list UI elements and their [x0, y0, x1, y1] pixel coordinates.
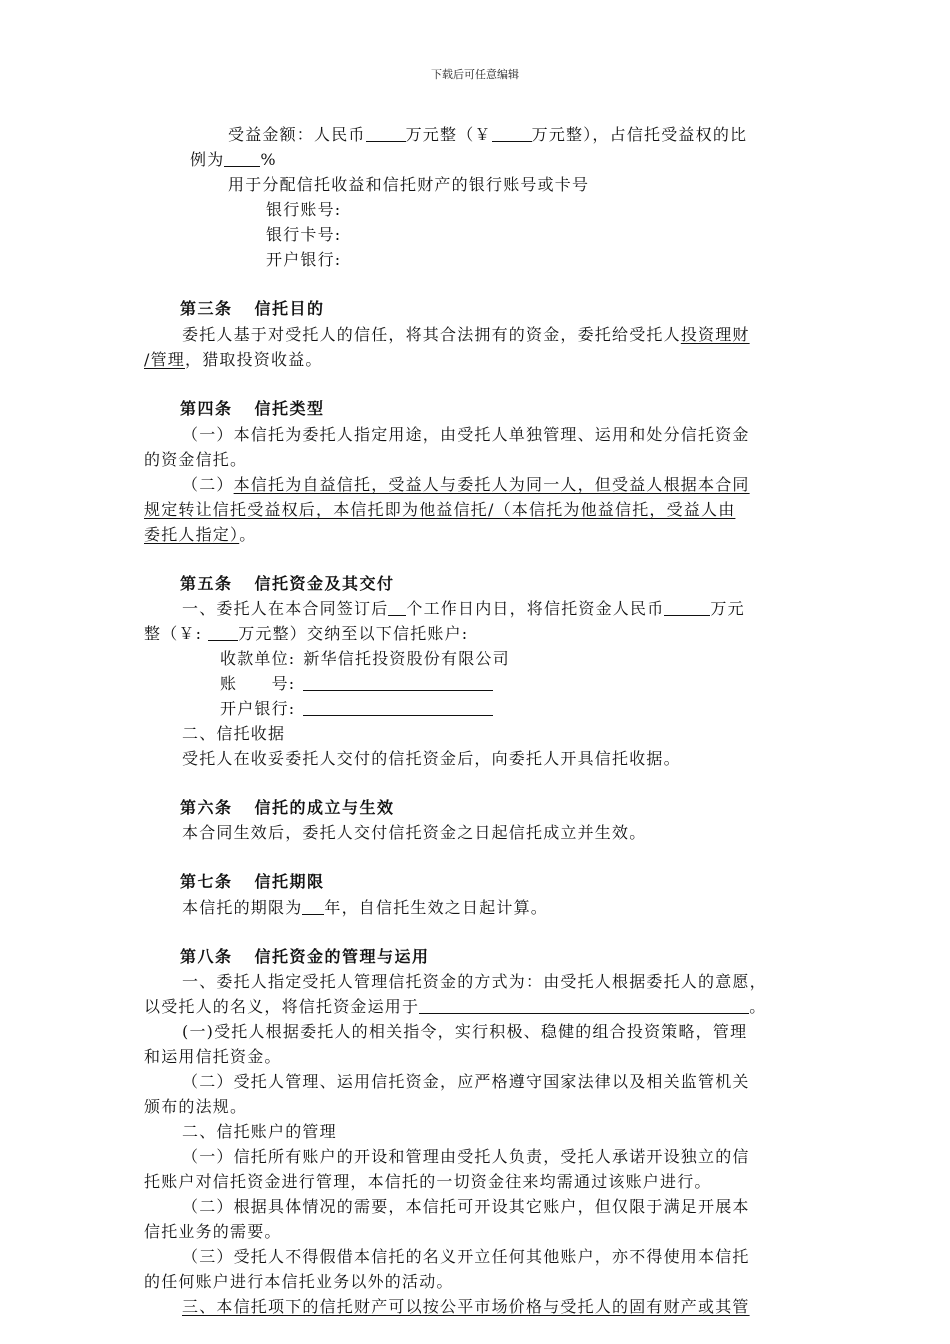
article-8-name: 信托资金的管理与运用: [254, 947, 430, 966]
article-7-heading: [180, 872, 325, 892]
opening-bank-line: [220, 699, 493, 719]
article-4-line-1: （一）本信托为委托人指定用途，由受托人单独管理、运用和处分信托资金: [182, 425, 750, 444]
article-6-name: 信托的成立与生效: [254, 798, 395, 817]
article-8-line-1: 一、委托人指定受托人管理信托资金的方式为：由受托人根据委托人的意愿，: [182, 972, 767, 991]
bank-card-label: 银行卡号:: [266, 225, 342, 244]
article-8-line-5: （二）受托人管理、运用信托资金，应严格遵守国家法律以及相关监管机关: [182, 1072, 750, 1091]
article-5-text: 一、委托人在本合同签订后: [182, 599, 389, 618]
article-8-line-11: 信托业务的需要。: [144, 1222, 282, 1241]
article-8-line-10: （二）根据具体情况的需要，本信托可开设其它账户，但仅限于满足开展本: [182, 1197, 750, 1216]
article-6-line-1: 本合同生效后，委托人交付信托资金之日起信托成立并生效。: [182, 823, 647, 842]
article-3-text-2: ，猎取投资收益。: [185, 350, 323, 369]
opening-bank-blank[interactable]: [303, 699, 493, 716]
article-8-line-2: [144, 997, 766, 1017]
article-3-underlined: 投资理财: [680, 325, 750, 344]
article-8-line-12: （三）受托人不得假借本信托的名义开立任何其他账户，亦不得使用本信托: [182, 1247, 750, 1266]
article-8-line-4: 和运用信托资金。: [144, 1047, 282, 1066]
article-8-line-9: 托账户对信托资金进行管理，本信托的一切资金往来均需通过该账户进行。: [144, 1172, 712, 1191]
article-7-name: 信托期限: [254, 872, 325, 891]
bank-name-label: 开户银行:: [266, 250, 342, 269]
article-8-line-6: 颁布的法规。: [144, 1097, 248, 1116]
article-4-number: 第四条: [180, 399, 233, 418]
amount-text-2: 万元整），占信托受益权的比: [531, 125, 748, 144]
article-3-heading: [180, 299, 325, 319]
article-8-heading: [180, 947, 430, 967]
account-line: [220, 674, 493, 694]
bank-intro: 用于分配信托收益和信托财产的银行账号或卡号: [228, 175, 590, 194]
ratio-line: [190, 150, 277, 170]
trust-amount-blank[interactable]: [664, 599, 710, 616]
article-5-line-7: 受托人在收妥委托人交付的信托资金后，向委托人开具信托收据。: [182, 749, 681, 768]
article-8-line-8: （一）信托所有账户的开设和管理由受托人负责，受托人承诺开设独立的信: [182, 1147, 750, 1166]
amount-blank[interactable]: [366, 125, 406, 142]
article-7-line-1: [182, 898, 548, 918]
article-5-text-3: 万元: [710, 599, 745, 618]
article-7-text: 本信托的期限为: [182, 898, 303, 917]
article-8-line-13: 的任何账户进行本信托业务以外的活动。: [144, 1272, 454, 1291]
amount-line: [228, 125, 747, 145]
article-8-line-7: 二、信托账户的管理: [182, 1122, 337, 1141]
trust-yen-blank[interactable]: [208, 624, 238, 641]
article-5-text-4: 万元整）交纳至以下信托账户:: [238, 624, 469, 643]
article-7-text-2: 年，自信托生效之日起计算。: [324, 898, 549, 917]
ratio-percent: %: [260, 150, 277, 169]
article-4-underlined-end: 委托人指定）: [144, 525, 240, 544]
account-blank[interactable]: [303, 674, 493, 691]
article-8-period: 。: [749, 997, 767, 1016]
workdays-blank[interactable]: [388, 599, 406, 616]
article-5-text-2: 个工作日内日，将信托资金人民币: [406, 599, 665, 618]
article-6-number: 第六条: [180, 798, 233, 817]
article-8-line-3: (一)受托人根据委托人的相关指令，实行积极、稳健的组合投资策略，管理: [182, 1022, 748, 1041]
opening-bank-label: 开户银行:: [220, 699, 296, 718]
article-5-heading: [180, 574, 395, 594]
article-8-number: 第八条: [180, 947, 233, 966]
article-4-item-2: （二）: [182, 475, 234, 494]
bank-account-label: 银行账号:: [266, 200, 342, 219]
ratio-blank[interactable]: [224, 150, 260, 167]
article-3-line-1: [182, 325, 750, 345]
article-5-line-2: [144, 624, 468, 644]
article-4-underlined: 本信托为自益信托，受益人与委托人为同一人，但受益人根据本合同: [233, 475, 750, 494]
article-3-line-2: [144, 350, 323, 370]
article-5-line-6: 二、信托收据: [182, 724, 286, 743]
usage-blank[interactable]: [419, 997, 749, 1014]
article-6-heading: [180, 798, 395, 818]
article-4-name: 信托类型: [254, 399, 325, 418]
page-header: 下载后可任意编辑: [431, 68, 519, 81]
article-5-yen: 整（￥:: [144, 624, 203, 643]
amount-text: 万元整（￥: [405, 125, 492, 144]
article-3-name: 信托目的: [254, 299, 325, 318]
article-8-line-14: 三、本信托项下的信托财产可以按公平市场价格与受托人的固有财产或其管: [182, 1297, 750, 1316]
payee-label: 收款单位:: [220, 649, 296, 668]
article-3-text: 委托人基于对受托人的信任，将其合法拥有的资金，委托给受托人: [182, 325, 681, 344]
amount-yen-blank[interactable]: [492, 125, 532, 142]
article-3-number: 第三条: [180, 299, 233, 318]
article-4-period: 。: [239, 525, 257, 544]
amount-label: 受益金额：人民币: [228, 125, 366, 144]
article-4-line-2: 的资金信托。: [144, 450, 248, 469]
payee-line: [220, 649, 510, 669]
article-4-line-4: 规定转让信托受益权后，本信托即为他益信托/（本信托为他益信托，受益人由: [144, 500, 736, 519]
article-8-text: 以受托人的名义，将信托资金运用于: [144, 997, 420, 1016]
account-label: 账 号:: [220, 674, 296, 693]
term-years-blank[interactable]: [302, 898, 324, 915]
article-4-line-5: [144, 525, 256, 545]
ratio-label: 例为: [190, 150, 225, 169]
article-5-name: 信托资金及其交付: [254, 574, 395, 593]
article-4-line-3: [182, 475, 750, 495]
article-5-line-1: [182, 599, 745, 619]
payee-value: 新华信托投资股份有限公司: [303, 649, 510, 668]
article-7-number: 第七条: [180, 872, 233, 891]
article-3-underlined-2: /管理: [144, 350, 185, 369]
article-5-number: 第五条: [180, 574, 233, 593]
article-4-heading: [180, 399, 325, 419]
